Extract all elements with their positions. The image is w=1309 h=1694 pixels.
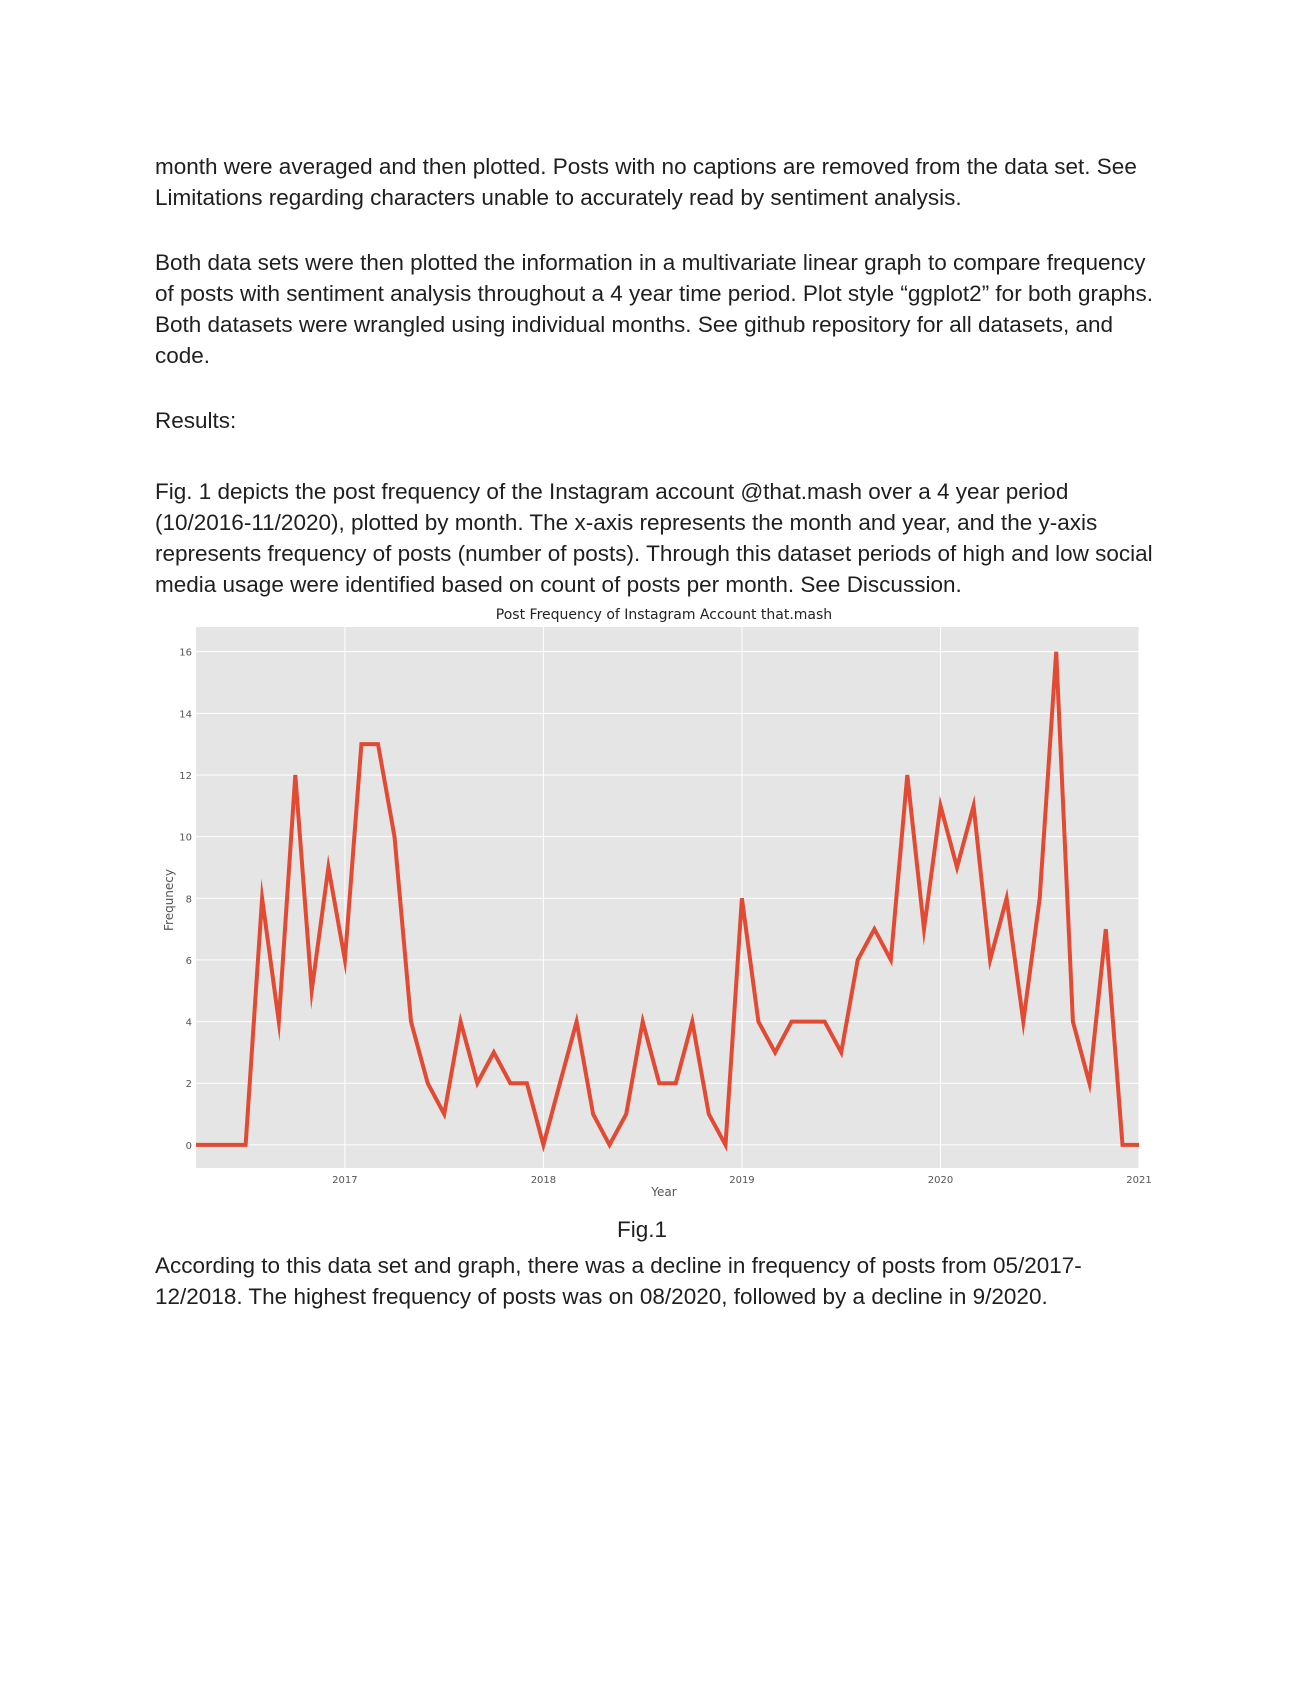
- chart-title: Post Frequency of Instagram Account that.mash: [495, 607, 833, 623]
- y-axis-label: Frequnecy: [162, 869, 176, 931]
- plot-area: [196, 627, 1139, 1168]
- y-tick-label: 12: [179, 770, 192, 782]
- paragraph-fig1-conclusion: According to this data set and graph, there was a decline in frequency of posts from 05/2017-12/2018. The highest frequency of posts was on 08/2020, followed by a decline in 9/2020.: [155, 1253, 1082, 1309]
- x-axis-label: Year: [651, 1185, 677, 1199]
- paragraph-method-averaging: month were averaged and then plotted. Posts with no captions are removed from the data set. See Limitations regarding characters unable to accurately read by sentiment analysis.: [155, 154, 1137, 210]
- x-tick-label: 2017: [332, 1175, 358, 1186]
- section-heading-results: Results:: [155, 408, 237, 433]
- y-tick-label: 16: [179, 647, 192, 659]
- x-tick-label: 2018: [530, 1175, 557, 1186]
- y-tick-label: 10: [179, 832, 192, 844]
- y-tick-label: 4: [185, 1017, 192, 1029]
- y-tick-label: 8: [185, 894, 192, 906]
- x-tick-label: 2019: [729, 1175, 755, 1186]
- figure-caption: Fig.1: [616, 1217, 668, 1242]
- x-tick-label: 2021: [1126, 1175, 1152, 1186]
- x-tick-label: 2020: [927, 1175, 954, 1186]
- y-tick-label: 6: [185, 955, 192, 967]
- paragraph-fig1-description: Fig. 1 depicts the post frequency of the Instagram account @that.mash over a 4 year period (10/2016-11/2020), plotted by month. The x-axis represents the month and year, and the y-axis represents frequency of posts (number of posts). Through this dataset periods of high and low social media usage were identified based on count of posts per month. See Discussion.: [155, 479, 1153, 597]
- paragraph-method-plotting: Both data sets were then plotted the information in a multivariate linear graph to compare frequency of posts with sentiment analysis throughout a 4 year time period. Plot style “ggplot2” for both graphs. Both datasets were wrangled using individual months. See github repository for all datasets, and code.: [155, 250, 1154, 368]
- y-tick-label: 14: [179, 709, 192, 721]
- y-tick-label: 2: [185, 1079, 192, 1091]
- y-tick-label: 0: [185, 1140, 192, 1152]
